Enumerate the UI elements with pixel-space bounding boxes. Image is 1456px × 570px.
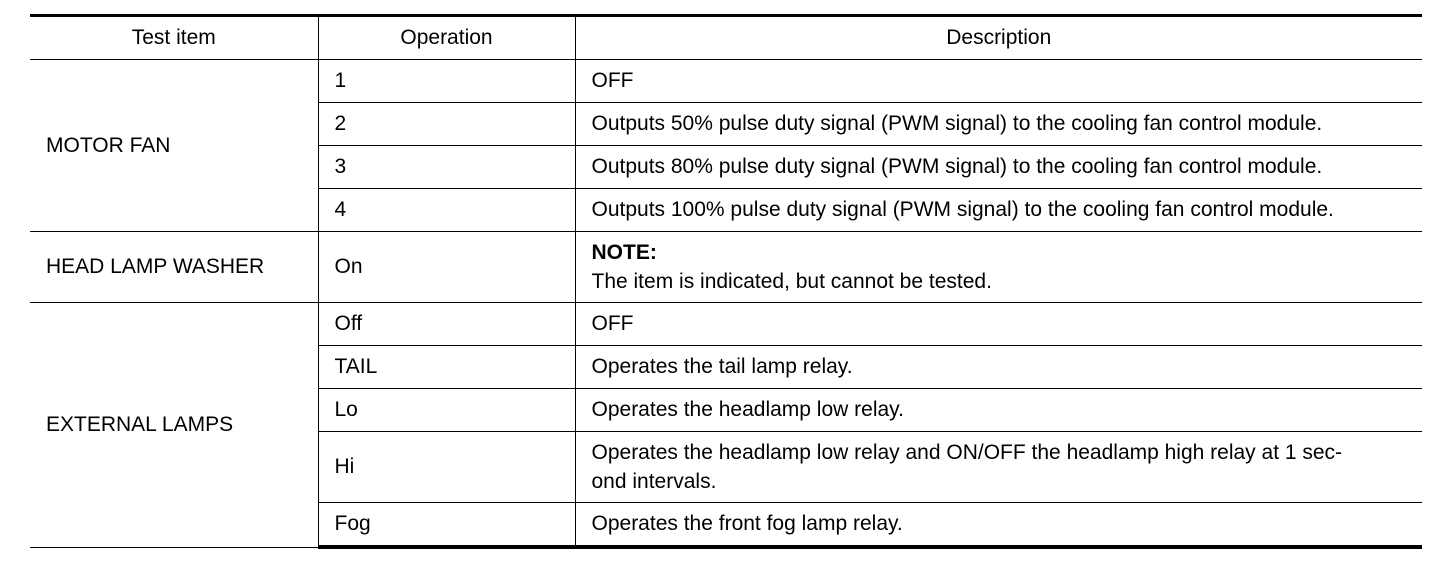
description-cell: Operates the front fog lamp relay. [575,503,1422,548]
operation-cell: Hi [318,432,575,503]
test-item-cell: HEAD LAMP WASHER [30,232,318,303]
header-operation: Operation [318,16,575,60]
table-row [30,60,1422,103]
header-test-item: Test item [30,16,318,60]
test-item-cell: EXTERNAL LAMPS [30,303,318,548]
operation-cell: Off [318,303,575,346]
operation-cell: Lo [318,389,575,432]
header-row [30,16,1422,60]
description-cell [575,232,1422,303]
operation-cell: 4 [318,189,575,232]
operation-cell: 3 [318,146,575,189]
note-text: The item is indicated, but cannot be tested. [591,270,992,293]
description-line: ond intervals. [591,470,717,493]
description-cell: Operates the headlamp low relay. [575,389,1422,432]
description-line: Operates the headlamp low relay and ON/OFF the headlamp high relay at 1 sec- [591,441,1343,464]
description-cell: Outputs 50% pulse duty signal (PWM signal) to the cooling fan control module. [575,103,1422,146]
description-cell: OFF [575,60,1422,103]
note-title: NOTE: [591,241,657,264]
description-cell: Outputs 100% pulse duty signal (PWM signal) to the cooling fan control module. [575,189,1422,232]
test-items-table [30,14,1422,549]
description-cell: Outputs 80% pulse duty signal (PWM signal) to the cooling fan control module. [575,146,1422,189]
operation-cell: On [318,232,575,303]
operation-cell: Fog [318,503,575,548]
operation-cell: TAIL [318,346,575,389]
operation-cell: 1 [318,60,575,103]
table-row [30,303,1422,346]
test-item-cell: MOTOR FAN [30,60,318,232]
header-description: Description [575,16,1422,60]
table-row [30,232,1422,303]
operation-cell: 2 [318,103,575,146]
description-cell: Operates the tail lamp relay. [575,346,1422,389]
description-cell: OFF [575,303,1422,346]
description-cell [575,432,1422,503]
